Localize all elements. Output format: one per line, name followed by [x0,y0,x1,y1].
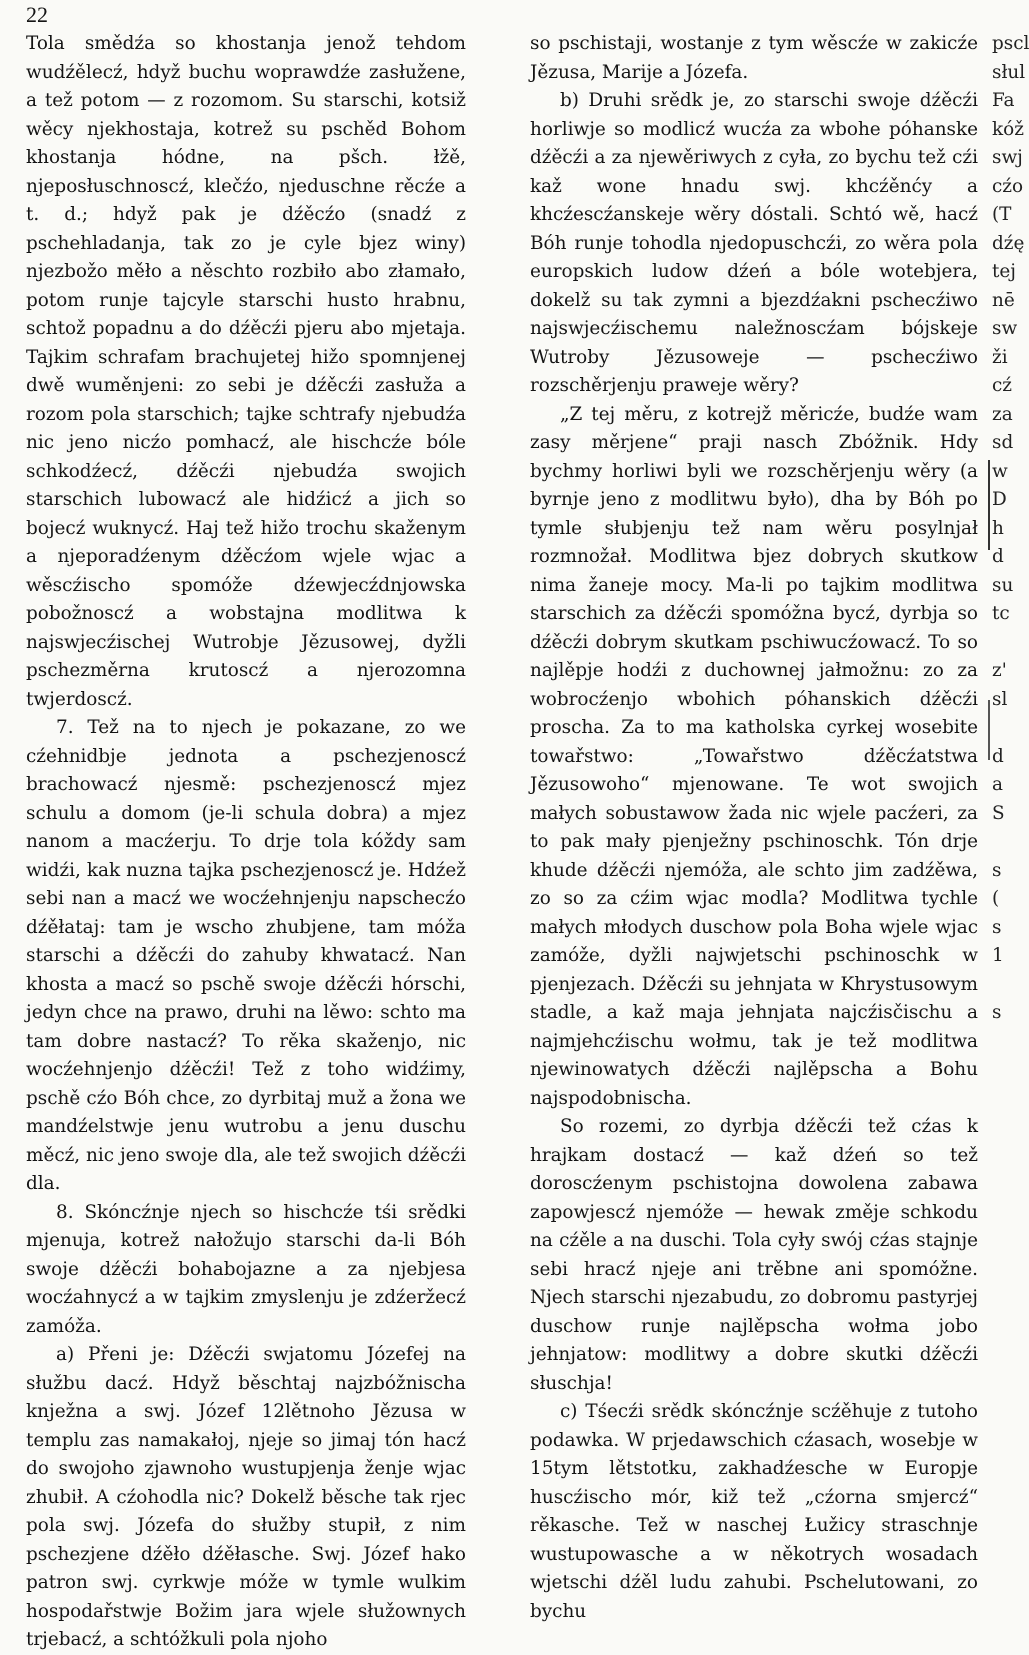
fragment-line: cź [992,375,1012,396]
paragraph: So rozemi, zo dyrbja dźěcźi tež cźas k hrajkam dostacź — kaž dźeń so tež doroscźenym pschistojna dowolena zabawa zapowjescź njemóže — hewak změje schkodu na cźěle a na duschi. Tola cyły swój cźas stajnje sebi hracź njeje ani trěbne ani spomóžne. Njech starschi njezabudu, zo dobromu pastyrjej duschow runje najlěpscha wołma jobo jehnjatow: modlitwy a dobre skutki dźěcźi słuschja! [530,1116,978,1394]
fragment-line: sl [992,688,1008,710]
fragment-line: s [992,1002,1002,1023]
page-number: 22 [26,2,48,27]
paragraph: 8. Skóncźnje njech so hischcźe tśi srědki mjenuja, kotrež nałožujo starschi da-li Bóh swoje dźěcźi bohabojazne a za njebjesa wocźahnycź a w tajkim zmyslenju je zdźeržecź zamóža. [26,1201,466,1337]
paragraph: 7. Tež na to njech je pokazane, zo we cźehnidbje jednota a pschezjenoscź brachowacź njesmě: pschezjenoscź mjez schulu a domom (je-li schula dobra) a mjez nanom a macźerju. To drje tola kóždy sam widźi, kak nuzna tajka pschezjenoscź je. Hdźež sebi nan a macź we wocźehnjenju napschecźo dźěłataj: tam je wscho zhubjene, tam móža starschi a dźěcźi do zahuby khwatacź. Nan khosta a macź so pschě swoje dźěcźi hórschi, jedyn chce na prawo, druhi na lěwo: schto ma tam dobre nastacź? To rěka skaženjo, nic wocźehnjenjo dźěcźi! Tež z toho widźimy, pschě cźo Bóh chce, zo dyrbitaj muž a žona we mandźelstwje jenu wutrobu a jenu duschu měcź, nic jeno swoje dla, ale tež swojich dźěcźi dla. [26,717,466,1194]
margin-rule [988,460,990,550]
fragment-line [992,714,1024,743]
fragment-line: za [992,403,1013,425]
fragment-line: ( [992,888,1000,909]
fragment-line: S [992,802,1005,824]
fragment-line: Fa [992,90,1015,111]
fragment-line: tc [992,603,1010,624]
fragment-line: cźo [992,175,1024,197]
left-column [26,30,466,1650]
fragment-line: słul [992,61,1026,83]
fragment-line: su [992,574,1014,596]
fragment-line: d [992,546,1004,567]
fragment-line: s [992,916,1002,938]
fragment-line [992,971,1024,1000]
fragment-line: sd [992,432,1014,453]
adjacent-page-fragment [992,30,1029,1235]
margin-rule [988,700,990,760]
paragraph: Tola smědźa so khostanja jenož tehdom wudźělecź, hdyž buchu woprawdźe zasłužene, a tež potom — z rozomom. Su starschi, kotsiž wěcy njekhostaja, kotrež su pschěd Bohom khostanja hódne, na pšch. łžě, njeposłuschnoscź, klečźo, njeduschne rěcźe a t. d.; hdyž pak je dźěcźo (snadź z pschehladanja, tak zo je cyle bjez winy) njezbožo měło a něschto rozbiło abo złamało, potom runje tajcyle starschi husto hrabnu, schtož popadnu a do dźěcźi pjeru abo mjetaja. Tajkim schrafam brachujetej hižo spomnjenej dwě wuměnjeni: zo sebi je dźěcźi zasłuža a rozom pola starschich; tajke schtrafy njebudźa nic jeno nicźo pomhacź, ale hischcźe bóle schkodźecź, dźěcźi njebudźa swojich starschich lubowacź ale hidźicź a jich so bojecź wuknycź. Haj tež hižo trochu skaženym a njeporadźenym dźěcźom wjele wjac a wěscźischo spomóže dźewjecźdnjowska pobožnoscź a wobstajna modlitwa k najswjecźischej Wutrobje Jězusowej, dyžli pschezměrna krutoscź a njerozomna twjerdoscź. [26,33,466,710]
fragment-line [992,828,1024,857]
fragment-line: dźę [992,232,1025,254]
fragment-line: a [992,774,1003,795]
fragment-line: s [992,859,1002,881]
fragment-line: kóž [992,118,1024,140]
paragraph-continuation: so pschistaji, wostanje z tym wěscźe w zakicźe Jězusa, Marije a Józefa. [530,33,978,83]
fragment-line: z' [992,660,1007,681]
fragment-line: ži [992,346,1008,368]
fragment-line: h [992,517,1004,539]
paragraph-item-a: a) Přeni je: Dźěcźi swjatomu Józefej na słužbu dacź. Hdyž běschtaj najzbóžnischa knježna a swj. Józef 12lětnoho Jězusa w templu zas namakałoj, njeje so jimaj tón hacź do swojoho zjawnoho wustupjenja ženje wjac zhubił. A cźohodla nic? Dokelž běsche tak rjec pola swj. Józefa do słužby stupił, z nim pschezjene dźěło dźěłasche. Swj. Józef hako patron swj. cyrkwje móže w tymle wulkim hospodařstwje Božim jara wjele słužownych trjebacź, a schtóžkuli pola njoho [26,1344,466,1650]
fragment-line: 1 [992,945,1004,966]
fragment-line [992,629,1024,658]
paragraph: „Z tej měru, z kotrejž měricźe, budźe wam zasy měrjene“ praji nasch Zbóžnik. Hdy bychmy horliwi byli we rozschěrjenju wěry (a byrnje jeno z modlitwu było), dha by Bóh po tymle słubjenju tež nam wěru posylnjał rozmnožał. Modlitwa bjez dobrych skutkow nima žaneje mocy. Ma-li po tajkim modlitwa starschich za dźěcźi spomóžna bycź, dyrbja so dźěcźi dobrym skutkam pschiwucźowacź. To so najlěpje hodźi z duchownej jałmožnu: zo za wobrocźenjo wbohich póhanskich dźěcźi proscha. Za to ma katholska cyrkej wosebite towařstwo: „Towařstwo dźěcźatstwa Jězusowoho“ mjenowane. Te wot swojich małych sobustawow žada nic wjele pacźeri, za to pak mały pjenježny pschinoschk. Tón drje khude dźěcźi njemóža, ale schto jim zadźěwa, zo so za cźim wjac modla? Modlitwa tychle małych młodych duschow pola Boha wjele wjac zamóže, dyžli najwjetschi pschinoschk w pjenjezach. Dźěcźi su jehnjata w Khrystusowym stadle, a kaž maja jehnjata najcźisčischu a najmjehcźischu wołmu, tak je tež modlitwa njewinowatych dźěcźi najlěpscha a Bohu najspodobnischa. [530,403,978,1109]
right-column [530,30,978,1622]
fragment-line: d [992,745,1004,767]
fragment-line: (T [992,204,1012,225]
fragment-line: tej [992,261,1016,282]
fragment-line: D [992,489,1007,510]
paragraph-item-c: c) Tśecźi srědk skóncźnje scźěhuje z tutoho podawka. W prjedawschich cźasach, wosebje w 15tym lětstotku, zakhadźesche w Europje huscźischo mór, kiž tež „cźorna smjercź“ rěkasche. Tež w naschej Łužicy straschnje wustupowasche a w někotrych wosadach wjetschi dźěl ludu zahubi. Pschelutowani, zo bychu [530,1401,978,1622]
fragment-line: nē [992,289,1015,311]
fragment-line: pscl [992,33,1029,54]
fragment-line: w [992,460,1008,482]
paragraph-item-b: b) Druhi srědk je, zo starschi swoje dźěcźi horliwje so modlicź wucźa za wbohe póhanske dźěcźi a za njewěriwych z cyła, zo bychu tež cźi kaž wone hnadu swj. khcźěnćy a khcźescźanskeje wěry dóstali. Schtó wě, hacź Bóh runje tohodla njedopuschcźi, zo wěra pola europskich ludow dźeń a bóle wotebjera, dokelž su tak zymni a bjezdźakni pschecźiwo najswjecźischemu naležnoscźam bójskeje Wutroby Jězusoweje — pschecźiwo rozschěrjenju praweje wěry? [530,90,978,396]
fragment-line: swj [992,147,1023,168]
fragment-line: sw [992,318,1018,339]
